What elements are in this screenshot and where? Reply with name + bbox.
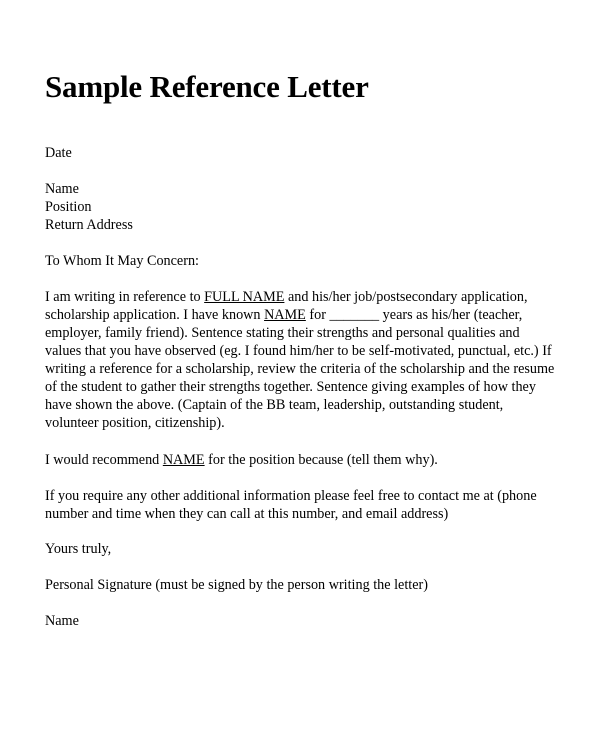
closing-name: Name [45,613,79,629]
paragraph-line: writing a reference for a scholarship, review the criteria of the scholarship and the resume [45,361,555,377]
paragraph-line [45,306,554,324]
name-placeholder: NAME [162,452,205,468]
full-name-placeholder: FULL NAME [204,289,285,305]
text-segment: I would recommend [45,452,163,468]
closing: Yours truly, [45,541,112,557]
paragraph-line: If you require any other additional information please feel free to contact me at (phone [45,488,537,504]
date-line: Date [45,145,72,161]
paragraph-line [45,288,554,306]
name-placeholder: NAME [264,307,306,323]
paragraph-line: of the student to gather their strengths together. Sentence giving examples of how they [45,379,536,395]
address-name: Name [45,181,79,197]
paragraph-line: employer, family friend). Sentence stating their strengths and personal qualities and [45,325,520,341]
salutation: To Whom It May Concern: [45,253,199,269]
body-paragraph-1 [45,288,554,432]
letter-title: Sample Reference Letter [45,69,369,104]
address-position: Position [45,199,92,215]
text-segment: I am writing in reference to [45,289,205,305]
paragraph-line: values that you have observed (eg. I found him/her to be self-motivated, punctual, etc.) If [45,343,552,359]
text-segment: for _______ years as his/her (teacher, [305,307,523,323]
paragraph-line: have shown the above. (Captain of the BB team, leadership, outstanding student, [45,397,504,413]
recipient-address [45,180,133,234]
address-return: Return Address [45,217,133,233]
text-segment: for the position because (tell them why). [204,452,438,468]
text-segment: and his/her job/postsecondary application, [284,289,528,305]
signature-line: Personal Signature (must be signed by the person writing the letter) [45,577,428,593]
body-paragraph-3 [45,487,537,523]
body-paragraph-2 [45,451,438,469]
paragraph-line: number and time when they can call at this number, and email address) [45,506,449,522]
paragraph-line: volunteer position, citizenship). [45,415,225,431]
text-segment: scholarship application. I have known [45,307,265,323]
